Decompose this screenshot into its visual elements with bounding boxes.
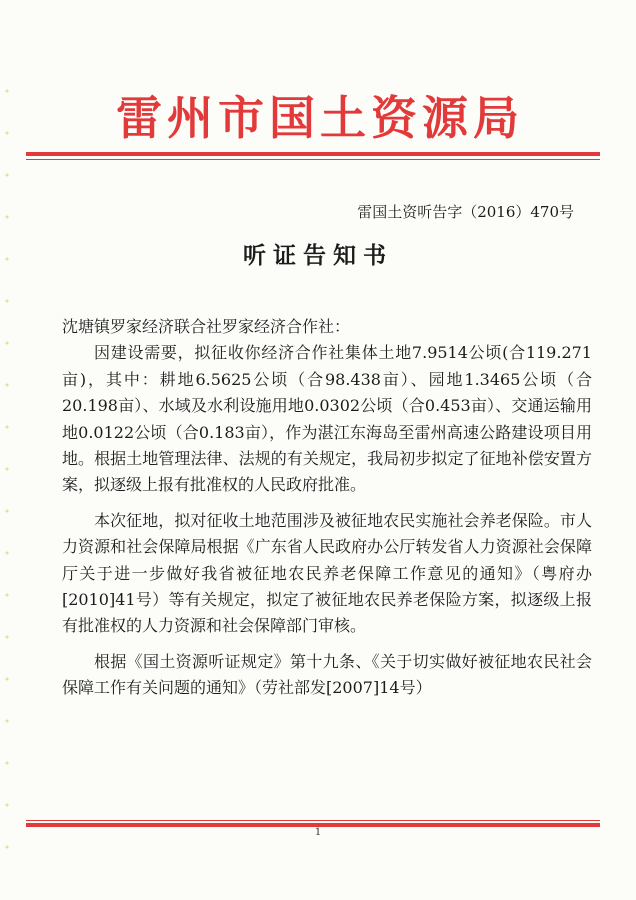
salutation: 沈塘镇罗家经济联合社罗家经济合作社： (62, 317, 351, 336)
header-red-rule-thick (26, 152, 600, 156)
page-number: 1 (314, 827, 322, 838)
header-red-rule-thin (26, 159, 600, 160)
document-title: 听证告知书 (243, 242, 393, 269)
agency-header-title: 雷州市国土资源局 (116, 91, 524, 145)
footer-red-rule-thin (26, 820, 600, 821)
body-paragraph-2: 本次征地，拟对征收土地范围涉及被征地农民实施社会养老保险。市人力资源和社会保障局根据《广东省人民政府办公厅转发省人力资源社会保障厅关于进一步做好我省被征地农民养老保障工作意见的通知》（粤府办[2010]41号）等有关规定，拟定了被征地农民养老保险方案，拟逐级上报有批准权的人力资源和社会保障部门审核。 (62, 510, 592, 636)
document-number: 雷国土资听告字（2016）470号 (357, 203, 574, 221)
body-paragraph-1: 因建设需要，拟征收你经济合作社集体土地7.9514公顷(合119.271亩)，其中：耕地6.5625公顷（合98.438亩）、园地1.3465公顷（合20.198亩）、水域及水利设施用地0.0302公顷（合0.453亩）、交通运输用地0.0122公顷（合0.183亩），作为湛江东海岛至雷州高速公路建设项目用地。根据土地管理法律、法规的有关规定，我局初步拟定了征地补偿安置方案，拟逐级上报有批准权的人民政府批准。 (62, 343, 592, 495)
document-body (62, 314, 592, 702)
binding-holes-decoration (4, 70, 10, 850)
body-paragraph-3: 根据《国土资源听证规定》第十九条、《关于切实做好被征地农民社会保障工作有关问题的通知》（劳社部发[2007]14号） (62, 651, 592, 698)
